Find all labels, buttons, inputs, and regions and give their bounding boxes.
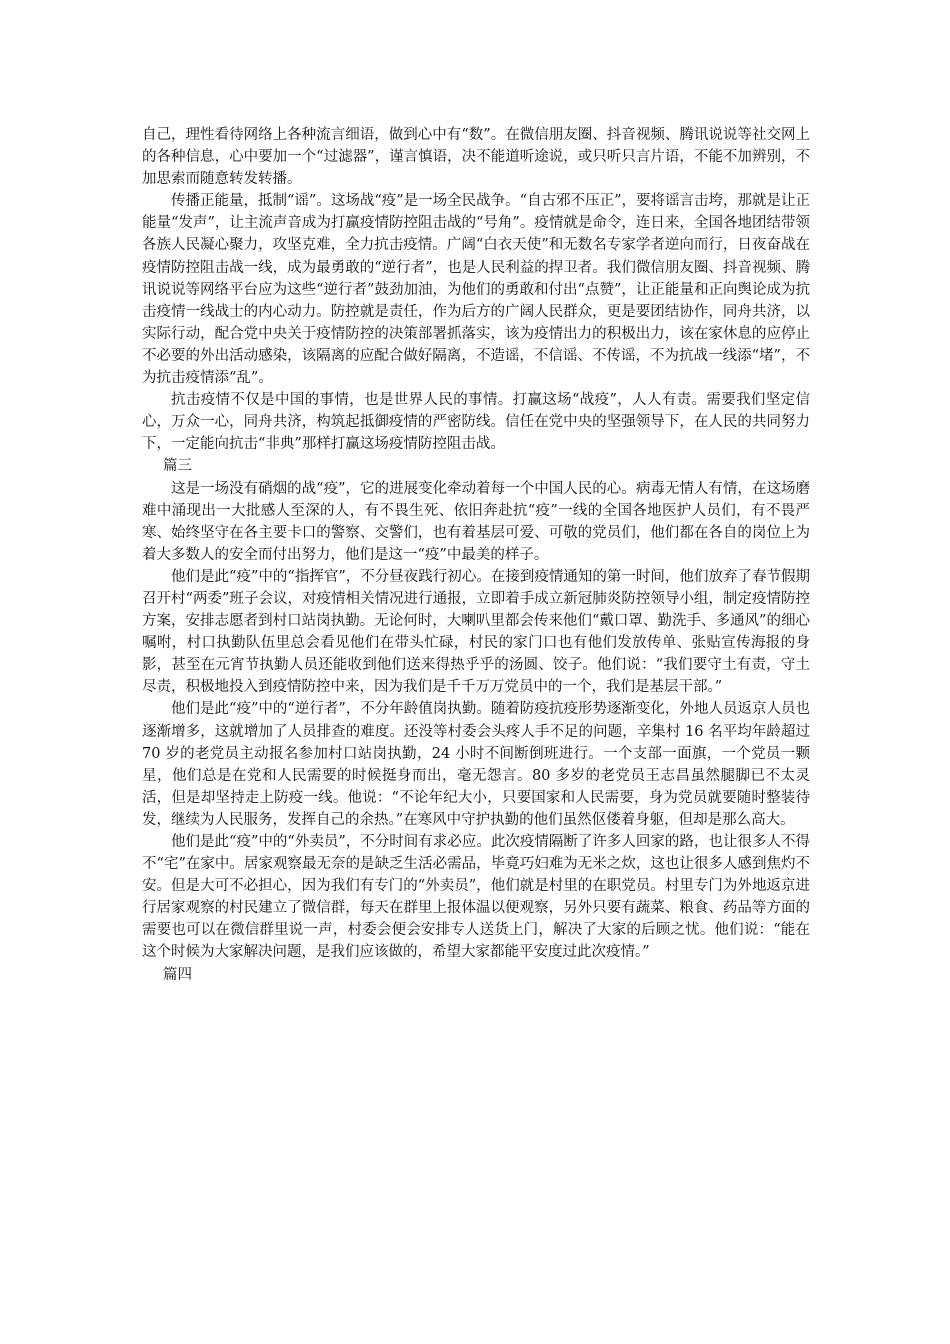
section-heading-3: 篇三: [163, 458, 192, 475]
paragraph-2: 传播正能量，抵制“谣”。这场战“疫”是一场全民战争。“自古邪不压正”，要将谣言击垮，那就是让正能量“发声”，让主流声音成为打赢疫情防控阻击战的“号角”。疫情就是命令，连日来，全国各地团结带领各族人民凝心聚力，攻坚克难，全力抗击疫情。广阔“白衣天使”和无数名专家学者逆向而行，日夜奋战在疫情防控阻击战一线，成为最勇敢的“逆行者”，也是人民利益的捍卫者。我们微信朋友圈、抖音视频、腾讯说说等网络平台应为这些“逆行者”鼓劲加油，为他们的勇敢和付出“点赞”，让正能量和正向舆论成为抗击疫情一线战士的内心动力。防控就是责任，作为后方的广阔人民群众，更是要团结协作，同舟共济，以实际行动，配合党中央关于疫情防控的决策部署抓落实，该为疫情出力的积极出力，该在家休息的应停止不必要的外出活动感染，该隔离的应配合做好隔离，不造谣，不信谣、不传谣，不为抗战一线添“堵”，不为抗击疫情添“乱”。: [142, 193, 810, 387]
section-heading-4: 篇四: [163, 966, 192, 983]
document-page: [142, 124, 810, 986]
paragraph-3: 抗击疫情不仅是中国的事情，也是世界人民的事情。打赢这场“战疫”，人人有责。需要我们坚定信心，万众一心，同舟共济，构筑起抵御疫情的严密防线。信任在党中央的坚强领导下，在人民的共同努力下，一定能向抗击“非典”那样打赢这场疫情防控阻击战。: [142, 392, 810, 453]
paragraph-6: 他们是此“疫”中的“逆行者”，不分年龄值岗执勤。随着防疫抗疫形势逐渐变化，外地人员返京人员也逐渐增多，这就增加了人员排查的难度。还没等村委会头疼人手不足的问题，辛集村 16 名平均年龄超过 70 岁的老党员主动报名参加村口站岗执勤，24 小时不间断倒班进行。一个支部一面旗，一个党员一颗星，他们总是在党和人民需要的时候挺身而出，毫无怨言。80 多岁的老党员王志昌虽然腿脚已不太灵活，但是却坚持走上防疫一线。他说：“不论年纪大小，只要国家和人民需要，身为党员就要随时整装待发，继续为人民服务，发挥自己的余热。”在寒风中守护执勤的他们虽然伛偻着身躯，但却是那么高大。: [142, 701, 810, 828]
paragraph-5: 他们是此“疫”中的“指挥官”，不分昼夜践行初心。在接到疫情通知的第一时间，他们放弃了春节假期召开村“两委”班子会议，对疫情相关情况进行通报，立即着手成立新冠肺炎防控领导小组，制定疫情防控方案，安排志愿者到村口站岗执勤。无论何时，大喇叭里都会传来他们“戴口罩、勤洗手、多通风”的细心嘱咐，村口执勤队伍里总会看见他们在带头忙碌，村民的家门口也有他们发放传单、张贴宣传海报的身影，甚至在元宵节执勤人员还能收到他们送来得热乎乎的汤圆、饺子。他们说：“我们要守土有责，守土尽责，积极地投入到疫情防控中来，因为我们是千千万万党员中的一个，我们是基层干部。”: [142, 568, 810, 696]
paragraph-1: 自己，理性看待网络上各种流言细语，做到心中有“数”。在微信朋友圈、抖音视频、腾讯说说等社交网上的各种信息，心中要加一个“过滤器”，谨言慎语，决不能道听途说，或只听只言片语，不能不加辨别，不加思索而随意转发转播。: [142, 127, 810, 188]
paragraph-4: 这是一场没有硝烟的战“疫”，它的进展变化牵动着每一个中国人民的心。病毒无情人有情，在这场磨难中涌现出一大批感人至深的人，有不畏生死、依旧奔赴抗“疫”一线的全国各地医护人员们，有不畏严寒、始终坚守在各主要卡口的警察、交警们，也有着基层可爱、可敬的党员们，他们都在各自的岗位上为着大多数人的安全而付出努力，他们是这一“疫”中最美的样子。: [142, 480, 810, 563]
paragraph-7: 他们是此“疫”中的“外卖员”，不分时间有求必应。此次疫情隔断了许多人回家的路，也让很多人不得不“宅”在家中。居家观察最无奈的是缺乏生活必需品，毕竟巧妇难为无米之炊，这也让很多人感到焦灼不安。但是大可不必担心，因为我们有专门的“外卖员”，他们就是村里的在职党员。村里专门为外地返京进行居家观察的村民建立了微信群，每天在群里上报体温以便观察，另外只要有蔬菜、粮食、药品等方面的需要也可以在微信群里说一声，村委会便会安排专人送货上门，解决了大家的后顾之忧。他们说：“能在这个时候为大家解决问题，是我们应该做的，希望大家都能平安度过此次疫情。”: [142, 834, 810, 961]
